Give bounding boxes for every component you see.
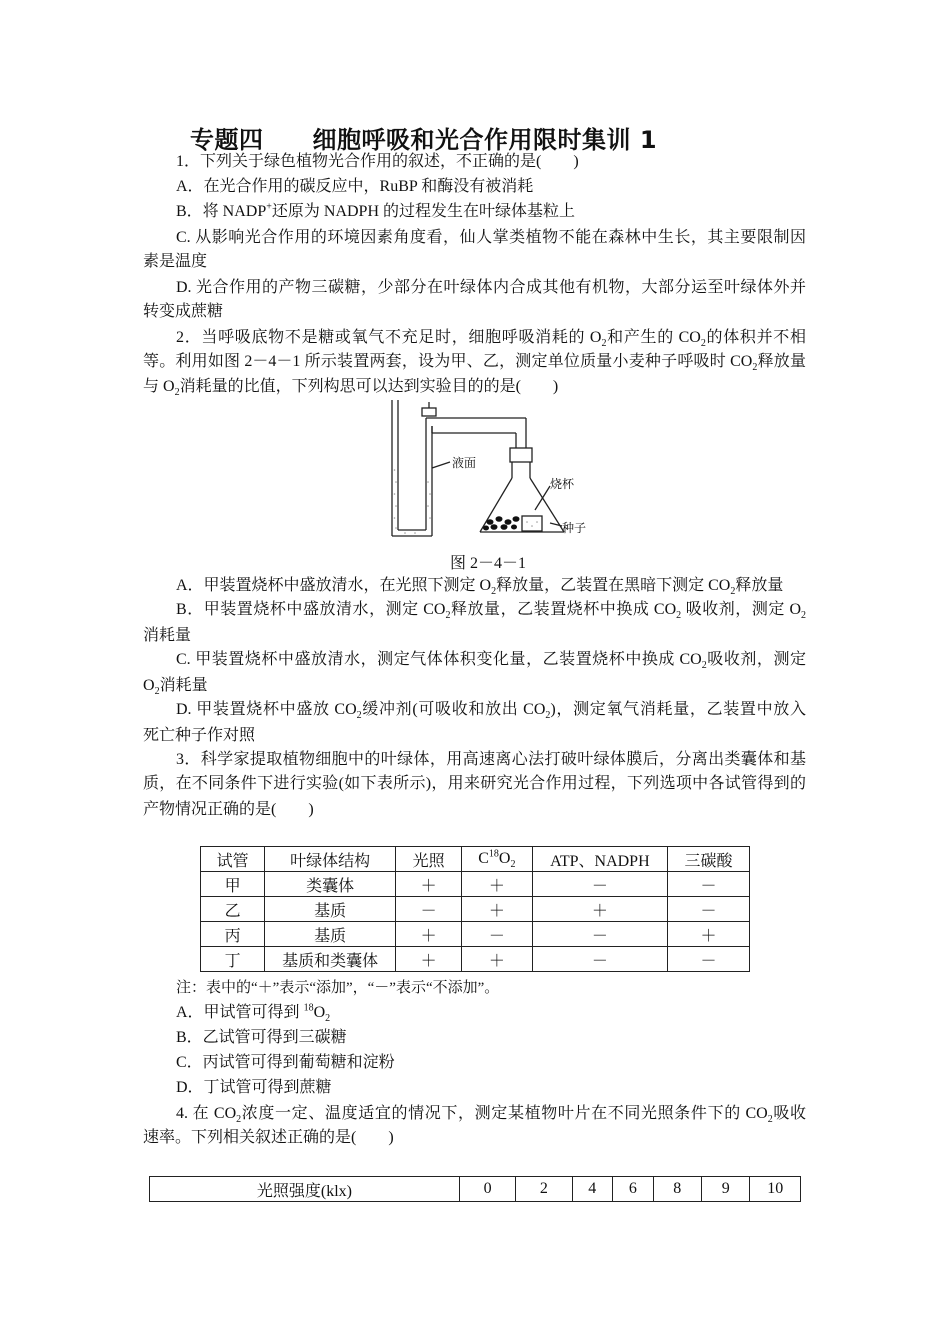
header-cell: $C^{18}O_2$ <box>462 847 532 872</box>
q1-option-b: B．将 NADP+还原为 NADPH 的过程发生在叶绿体基粒上 <box>176 201 576 220</box>
table-cell: 乙 <box>201 897 265 922</box>
q2-option-b-line1: B．甲装置烧杯中盛放清水，测定 $CO_2$释放量，乙装置烧杯中换成 $CO_2$ 吸收剂，测定 $O_2$ <box>176 601 807 622</box>
q1-option-d-line1: D. 光合作用的产物三碳糖，少部分在叶绿体内合成其他有机物，大部分运至叶绿体外并 <box>176 279 806 296</box>
q1-stem: 1．下列关于绿色植物光合作用的叙述，不正确的是( ) <box>176 153 579 170</box>
header-cell: 叶绿体结构 <box>265 847 396 872</box>
label-liquid-surface: 液面 <box>452 456 477 470</box>
table-cell: － <box>462 922 532 947</box>
table-row <box>201 947 750 972</box>
light-intensity-table <box>149 1176 801 1202</box>
table-cell: － <box>532 872 668 897</box>
q3-option-d: D．丁试管可得到蔗糖 <box>176 1079 332 1096</box>
table-note: 注：表中的“＋”表示“添加”，“－”表示“不添加”。 <box>176 980 500 996</box>
table-cell: － <box>396 897 462 922</box>
table-cell: ＋ <box>462 947 532 972</box>
table-row <box>150 1177 801 1202</box>
table-cell: 丙 <box>201 922 265 947</box>
table-header-row <box>201 847 750 872</box>
table-cell: 8 <box>653 1177 701 1202</box>
q1-option-a: A．在光合作用的碳反应中，RuBP 和酶没有被消耗 <box>176 178 534 195</box>
table-cell: 基质 <box>265 922 396 947</box>
table-row <box>201 897 750 922</box>
q3-stem-line1: 3．科学家提取植物细胞中的叶绿体，用高速离心法打破叶绿体膜后，分离出类囊体和基 <box>176 751 806 768</box>
q3-stem-line3: 产物情况正确的是( ) <box>143 801 314 818</box>
table-cell: － <box>668 872 750 897</box>
q4-stem-line2: 速率。下列相关叙述正确的是( ) <box>143 1129 394 1146</box>
table-cell: ＋ <box>462 897 532 922</box>
q3-option-b: B．乙试管可得到三碳糖 <box>176 1029 347 1046</box>
table-cell: ＋ <box>668 922 750 947</box>
q2-stem-line2: 等。利用如图 2－4－1 所示装置两套，设为甲、乙，测定单位质量小麦种子呼吸时 $CO_2$释放量 <box>143 353 806 374</box>
q1-option-d-line2: 转变成蔗糖 <box>143 303 224 320</box>
experiment-table <box>200 846 750 972</box>
table-cell: 0 <box>459 1177 515 1202</box>
table-cell: － <box>532 922 668 947</box>
q1-option-c-line2: 素是温度 <box>143 253 208 270</box>
table-cell: 基质 <box>265 897 396 922</box>
q3-option-c: C．丙试管可得到葡萄糖和淀粉 <box>176 1054 395 1071</box>
table-cell: 类囊体 <box>265 872 396 897</box>
table-cell: 基质和类囊体 <box>265 947 396 972</box>
table-cell: ＋ <box>396 922 462 947</box>
q2-option-a: A．甲装置烧杯中盛放清水，在光照下测定 $O_2$释放量，乙装置在黑暗下测定 $CO_2$释放量 <box>176 577 784 598</box>
q2-stem-line3: 与 $O_2$消耗量的比值，下列构思可以达到实验目的的是( ) <box>143 378 559 399</box>
q2-option-b-line2: 消耗量 <box>143 627 192 644</box>
q2-stem-line1: 2．当呼吸底物不是糖或氧气不充足时，细胞呼吸消耗的 $O_2$和产生的 $CO_2$的体积并不相 <box>176 329 806 350</box>
q2-option-d-line2: 死亡种子作对照 <box>143 727 256 744</box>
q1-option-c-line1: C. 从影响光合作用的环境因素角度看，仙人掌类植物不能在森林中生长，其主要限制因 <box>176 229 806 246</box>
q2-option-c-line2: $O_2$消耗量 <box>143 677 208 698</box>
table-cell: － <box>668 947 750 972</box>
table-cell: 丁 <box>201 947 265 972</box>
table-cell: 6 <box>613 1177 654 1202</box>
q3-stem-line2: 质，在不同条件下进行实验(如下表所示)，用来研究光合作用过程，下列选项中各试管得到的 <box>143 775 806 792</box>
apparatus-figure <box>380 398 600 543</box>
table-cell: ＋ <box>532 897 668 922</box>
q4-stem-line1: 4. 在 $CO_2$浓度一定、温度适宜的情况下，测定某植物叶片在不同光照条件下的 $CO_2$吸收 <box>176 1105 806 1126</box>
table-row <box>201 922 750 947</box>
table-cell: － <box>668 897 750 922</box>
page-title: 专题四 细胞呼吸和光合作用限时集训 1 <box>190 126 658 154</box>
table-cell: ＋ <box>396 872 462 897</box>
header-cell: 试管 <box>201 847 265 872</box>
q2-option-d-line1: D. 甲装置烧杯中盛放 $CO_2$缓冲剂(可吸收和放出 $CO_2$)，测定氧气消耗量，乙装置中放入 <box>176 701 806 722</box>
table-cell: － <box>532 947 668 972</box>
table-cell: 2 <box>516 1177 572 1202</box>
table-row <box>201 872 750 897</box>
q2-option-c-line1: C. 甲装置烧杯中盛放清水，测定气体体积变化量，乙装置烧杯中换成 $CO_2$吸收剂，测定 <box>176 651 806 672</box>
table-cell: 甲 <box>201 872 265 897</box>
table-row-label: 光照强度(klx) <box>150 1177 460 1202</box>
table-cell: ＋ <box>462 872 532 897</box>
header-cell: ATP、NADPH <box>532 847 668 872</box>
table-cell: 10 <box>750 1177 801 1202</box>
q3-option-a: A．甲试管可得到 $^{18}O_2$ <box>176 1002 331 1025</box>
header-cell: 三碳酸 <box>668 847 750 872</box>
table-cell: 9 <box>702 1177 750 1202</box>
header-cell: 光照 <box>396 847 462 872</box>
label-seeds: 种子 <box>562 521 587 535</box>
table-cell: 4 <box>572 1177 613 1202</box>
table-cell: ＋ <box>396 947 462 972</box>
label-beaker: 烧杯 <box>550 477 575 491</box>
figure-caption: 图 2－4－1 <box>450 555 527 572</box>
